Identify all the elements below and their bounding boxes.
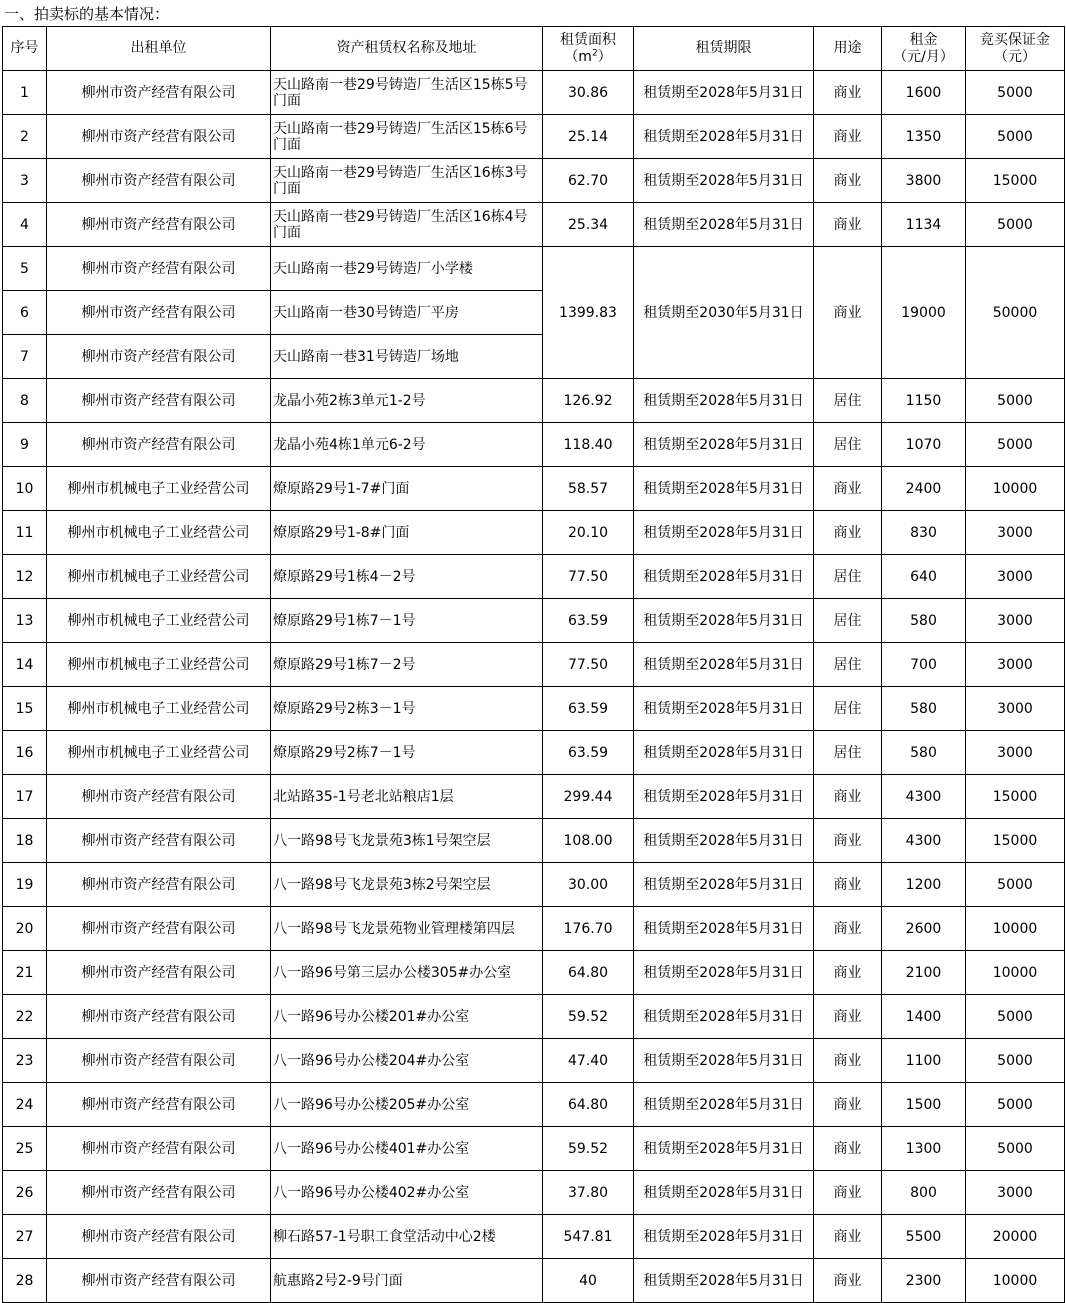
cell-seq: 1: [3, 71, 47, 115]
cell-use: 居住: [814, 423, 882, 467]
cell-area: 299.44: [543, 775, 634, 819]
cell-asset: 天山路南一巷29号铸造厂小学楼: [271, 247, 543, 291]
header-deposit: [966, 27, 1065, 71]
cell-asset: 燎原路29号2栋7－1号: [271, 731, 543, 775]
cell-area: 30.00: [543, 863, 634, 907]
cell-seq: 21: [3, 951, 47, 995]
cell-use: 商业: [814, 1083, 882, 1127]
table-row: [3, 115, 1065, 159]
cell-area: 40: [543, 1259, 634, 1303]
cell-deposit: 5000: [966, 71, 1065, 115]
cell-rent: 580: [882, 599, 966, 643]
cell-area: 108.00: [543, 819, 634, 863]
cell-area: 118.40: [543, 423, 634, 467]
cell-period: 租赁期至2028年5月31日: [634, 775, 814, 819]
table-row: [3, 819, 1065, 863]
cell-asset: 龙晶小苑4栋1单元6-2号: [271, 423, 543, 467]
cell-rent: 3800: [882, 159, 966, 203]
cell-area: 20.10: [543, 511, 634, 555]
header-lessor: 出租单位: [47, 27, 271, 71]
cell-area: 30.86: [543, 71, 634, 115]
header-area-label: 租赁面积: [560, 31, 616, 48]
cell-deposit: 10000: [966, 907, 1065, 951]
cell-rent: 2600: [882, 907, 966, 951]
cell-use: 居住: [814, 643, 882, 687]
cell-deposit: 5000: [966, 863, 1065, 907]
cell-use: 居住: [814, 599, 882, 643]
cell-lessor: 柳州市机械电子工业经营公司: [47, 643, 271, 687]
cell-rent: 1200: [882, 863, 966, 907]
cell-lessor: 柳州市机械电子工业经营公司: [47, 511, 271, 555]
cell-area: 77.50: [543, 555, 634, 599]
cell-rent: 2400: [882, 467, 966, 511]
cell-use: 居住: [814, 687, 882, 731]
cell-rent: 5500: [882, 1215, 966, 1259]
cell-period: 租赁期至2028年5月31日: [634, 555, 814, 599]
cell-area: 63.59: [543, 687, 634, 731]
cell-lessor: 柳州市机械电子工业经营公司: [47, 599, 271, 643]
cell-rent: 1400: [882, 995, 966, 1039]
cell-deposit-merged: 50000: [966, 247, 1065, 379]
cell-rent: 1600: [882, 71, 966, 115]
header-rent-unit: （元/月）: [893, 48, 954, 65]
cell-period: 租赁期至2028年5月31日: [634, 907, 814, 951]
cell-period-merged: 租赁期至2030年5月31日: [634, 247, 814, 379]
cell-area: 63.59: [543, 731, 634, 775]
cell-deposit: 15000: [966, 819, 1065, 863]
cell-seq: 26: [3, 1171, 47, 1215]
cell-period: 租赁期至2028年5月31日: [634, 511, 814, 555]
cell-rent: 2300: [882, 1259, 966, 1303]
cell-deposit: 15000: [966, 775, 1065, 819]
cell-use: 商业: [814, 159, 882, 203]
cell-asset: 八一路98号飞龙景苑3栋1号架空层: [271, 819, 543, 863]
section-heading: 一、拍卖标的基本情况：: [4, 5, 170, 23]
table-row: [3, 1083, 1065, 1127]
cell-rent: 580: [882, 687, 966, 731]
cell-lessor: 柳州市资产经营有限公司: [47, 1083, 271, 1127]
cell-period: 租赁期至2028年5月31日: [634, 687, 814, 731]
cell-lessor: 柳州市机械电子工业经营公司: [47, 467, 271, 511]
cell-area: 64.80: [543, 951, 634, 995]
table-row: [3, 1127, 1065, 1171]
cell-seq: 24: [3, 1083, 47, 1127]
table-row: [3, 511, 1065, 555]
cell-lessor: 柳州市资产经营有限公司: [47, 995, 271, 1039]
cell-rent: 2100: [882, 951, 966, 995]
cell-use: 商业: [814, 819, 882, 863]
cell-deposit: 5000: [966, 423, 1065, 467]
cell-lessor: 柳州市资产经营有限公司: [47, 951, 271, 995]
header-area-unit-sup: 2: [591, 47, 598, 58]
cell-seq: 15: [3, 687, 47, 731]
table-row: [3, 599, 1065, 643]
table-row: [3, 1171, 1065, 1215]
cell-area-merged: 1399.83: [543, 247, 634, 379]
cell-use: 商业: [814, 71, 882, 115]
header-rent: [882, 27, 966, 71]
cell-use: 居住: [814, 555, 882, 599]
cell-deposit: 10000: [966, 1259, 1065, 1303]
cell-rent: 800: [882, 1171, 966, 1215]
header-deposit-unit: （元）: [994, 48, 1036, 65]
cell-rent: 4300: [882, 819, 966, 863]
table-row: [3, 423, 1065, 467]
cell-area: 126.92: [543, 379, 634, 423]
cell-use: 商业: [814, 863, 882, 907]
cell-lessor: 柳州市资产经营有限公司: [47, 1171, 271, 1215]
cell-deposit: 15000: [966, 159, 1065, 203]
cell-period: 租赁期至2028年5月31日: [634, 731, 814, 775]
cell-asset: 八一路96号办公楼205#办公室: [271, 1083, 543, 1127]
cell-lessor: 柳州市资产经营有限公司: [47, 159, 271, 203]
cell-deposit: 3000: [966, 1171, 1065, 1215]
cell-asset: 天山路南一巷30号铸造厂平房: [271, 291, 543, 335]
cell-lessor: 柳州市机械电子工业经营公司: [47, 555, 271, 599]
cell-asset: 八一路96号办公楼201#办公室: [271, 995, 543, 1039]
header-area-unit-pre: （m: [564, 48, 592, 65]
cell-period: 租赁期至2028年5月31日: [634, 1259, 814, 1303]
cell-use: 商业: [814, 1215, 882, 1259]
cell-area: 59.52: [543, 995, 634, 1039]
table-row: [3, 731, 1065, 775]
table-row: [3, 467, 1065, 511]
cell-deposit: 3000: [966, 555, 1065, 599]
cell-asset: 天山路南一巷29号铸造厂生活区15栋5号门面: [271, 71, 543, 115]
cell-seq: 9: [3, 423, 47, 467]
cell-asset: 燎原路29号1-7#门面: [271, 467, 543, 511]
cell-deposit: 3000: [966, 511, 1065, 555]
cell-lessor: 柳州市资产经营有限公司: [47, 379, 271, 423]
table-row: [3, 203, 1065, 247]
cell-period: 租赁期至2028年5月31日: [634, 1083, 814, 1127]
cell-rent: 1300: [882, 1127, 966, 1171]
cell-period: 租赁期至2028年5月31日: [634, 115, 814, 159]
cell-use: 商业: [814, 995, 882, 1039]
cell-seq: 22: [3, 995, 47, 1039]
cell-lessor: 柳州市资产经营有限公司: [47, 71, 271, 115]
table-row: [3, 1259, 1065, 1303]
cell-period: 租赁期至2028年5月31日: [634, 1171, 814, 1215]
table-header-row: [3, 27, 1065, 71]
cell-area: 547.81: [543, 1215, 634, 1259]
cell-seq: 20: [3, 907, 47, 951]
cell-rent: 1500: [882, 1083, 966, 1127]
cell-asset: 八一路96号第三层办公楼305#办公室: [271, 951, 543, 995]
auction-items-table: [2, 26, 1065, 1303]
cell-area: 77.50: [543, 643, 634, 687]
cell-deposit: 5000: [966, 1039, 1065, 1083]
cell-lessor: 柳州市资产经营有限公司: [47, 819, 271, 863]
cell-seq: 2: [3, 115, 47, 159]
cell-asset: 龙晶小苑2栋3单元1-2号: [271, 379, 543, 423]
cell-seq: 25: [3, 1127, 47, 1171]
cell-deposit: 5000: [966, 115, 1065, 159]
table-row: [3, 1039, 1065, 1083]
cell-lessor: 柳州市机械电子工业经营公司: [47, 731, 271, 775]
cell-lessor: 柳州市资产经营有限公司: [47, 1039, 271, 1083]
cell-lessor: 柳州市资产经营有限公司: [47, 1259, 271, 1303]
cell-lessor: 柳州市资产经营有限公司: [47, 115, 271, 159]
table-row: [3, 71, 1065, 115]
cell-use: 商业: [814, 775, 882, 819]
cell-period: 租赁期至2028年5月31日: [634, 203, 814, 247]
table-row: [3, 379, 1065, 423]
cell-period: 租赁期至2028年5月31日: [634, 599, 814, 643]
cell-area: 58.57: [543, 467, 634, 511]
table-row: [3, 159, 1065, 203]
cell-deposit: 5000: [966, 995, 1065, 1039]
cell-area: 64.80: [543, 1083, 634, 1127]
cell-asset: 天山路南一巷31号铸造厂场地: [271, 335, 543, 379]
cell-deposit: 3000: [966, 687, 1065, 731]
cell-seq: 10: [3, 467, 47, 511]
cell-asset: 燎原路29号2栋3－1号: [271, 687, 543, 731]
cell-period: 租赁期至2028年5月31日: [634, 819, 814, 863]
cell-use: 商业: [814, 511, 882, 555]
cell-period: 租赁期至2028年5月31日: [634, 643, 814, 687]
cell-period: 租赁期至2028年5月31日: [634, 467, 814, 511]
cell-deposit: 20000: [966, 1215, 1065, 1259]
cell-seq: 18: [3, 819, 47, 863]
cell-rent: 700: [882, 643, 966, 687]
cell-seq: 11: [3, 511, 47, 555]
table-row: [3, 995, 1065, 1039]
cell-period: 租赁期至2028年5月31日: [634, 159, 814, 203]
cell-asset: 天山路南一巷29号铸造厂生活区15栋6号门面: [271, 115, 543, 159]
header-asset: 资产租赁权名称及地址: [271, 27, 543, 71]
cell-seq: 7: [3, 335, 47, 379]
cell-use: 商业: [814, 1127, 882, 1171]
header-area-unit: [543, 49, 633, 66]
table-row: [3, 643, 1065, 687]
cell-use: 商业: [814, 115, 882, 159]
cell-asset: 航惠路2号2-9号门面: [271, 1259, 543, 1303]
cell-asset: 八一路98号飞龙景苑3栋2号架空层: [271, 863, 543, 907]
cell-area: 59.52: [543, 1127, 634, 1171]
cell-asset: 八一路96号办公楼401#办公室: [271, 1127, 543, 1171]
header-seq: 序号: [3, 27, 47, 71]
header-area-unit-post: ）: [597, 48, 612, 65]
cell-asset: 北站路35-1号老北站粮店1层: [271, 775, 543, 819]
cell-rent: 640: [882, 555, 966, 599]
cell-seq: 27: [3, 1215, 47, 1259]
cell-lessor: 柳州市机械电子工业经营公司: [47, 687, 271, 731]
cell-deposit: 3000: [966, 731, 1065, 775]
table-row: [3, 247, 1065, 291]
cell-seq: 28: [3, 1259, 47, 1303]
cell-asset: 八一路96号办公楼402#办公室: [271, 1171, 543, 1215]
cell-deposit: 5000: [966, 203, 1065, 247]
cell-use-merged: 商业: [814, 247, 882, 379]
cell-rent: 830: [882, 511, 966, 555]
cell-deposit: 5000: [966, 379, 1065, 423]
table-row: [3, 687, 1065, 731]
header-use: 用途: [814, 27, 882, 71]
cell-area: 25.14: [543, 115, 634, 159]
cell-deposit: 5000: [966, 1127, 1065, 1171]
cell-lessor: 柳州市资产经营有限公司: [47, 291, 271, 335]
header-area: [543, 27, 634, 71]
cell-area: 25.34: [543, 203, 634, 247]
cell-lessor: 柳州市资产经营有限公司: [47, 423, 271, 467]
cell-use: 商业: [814, 203, 882, 247]
cell-rent: 1150: [882, 379, 966, 423]
cell-deposit: 3000: [966, 643, 1065, 687]
header-deposit-label: 竞买保证金: [980, 31, 1050, 48]
cell-seq: 13: [3, 599, 47, 643]
cell-rent: 1100: [882, 1039, 966, 1083]
cell-period: 租赁期至2028年5月31日: [634, 71, 814, 115]
cell-lessor: 柳州市资产经营有限公司: [47, 203, 271, 247]
header-rent-label: 租金: [909, 31, 938, 48]
cell-seq: 4: [3, 203, 47, 247]
cell-asset: 燎原路29号1-8#门面: [271, 511, 543, 555]
cell-seq: 12: [3, 555, 47, 599]
cell-rent: 580: [882, 731, 966, 775]
cell-asset: 燎原路29号1栋7－1号: [271, 599, 543, 643]
table-row: [3, 951, 1065, 995]
cell-rent: 1134: [882, 203, 966, 247]
cell-asset: 燎原路29号1栋4－2号: [271, 555, 543, 599]
cell-use: 商业: [814, 951, 882, 995]
cell-period: 租赁期至2028年5月31日: [634, 1215, 814, 1259]
cell-seq: 17: [3, 775, 47, 819]
cell-rent: 1350: [882, 115, 966, 159]
cell-deposit: 5000: [966, 1083, 1065, 1127]
cell-period: 租赁期至2028年5月31日: [634, 995, 814, 1039]
cell-rent: 4300: [882, 775, 966, 819]
cell-asset: 天山路南一巷29号铸造厂生活区16栋3号门面: [271, 159, 543, 203]
cell-period: 租赁期至2028年5月31日: [634, 863, 814, 907]
cell-seq: 19: [3, 863, 47, 907]
cell-lessor: 柳州市资产经营有限公司: [47, 1127, 271, 1171]
cell-asset: 八一路98号飞龙景苑物业管理楼第四层: [271, 907, 543, 951]
cell-period: 租赁期至2028年5月31日: [634, 379, 814, 423]
cell-asset: 柳石路57-1号职工食堂活动中心2楼: [271, 1215, 543, 1259]
cell-use: 商业: [814, 1259, 882, 1303]
cell-seq: 6: [3, 291, 47, 335]
cell-use: 居住: [814, 731, 882, 775]
table-row: [3, 775, 1065, 819]
cell-use: 商业: [814, 1171, 882, 1215]
cell-seq: 16: [3, 731, 47, 775]
cell-area: 62.70: [543, 159, 634, 203]
cell-lessor: 柳州市资产经营有限公司: [47, 335, 271, 379]
cell-area: 176.70: [543, 907, 634, 951]
cell-rent: 1070: [882, 423, 966, 467]
cell-lessor: 柳州市资产经营有限公司: [47, 863, 271, 907]
cell-seq: 8: [3, 379, 47, 423]
cell-lessor: 柳州市资产经营有限公司: [47, 1215, 271, 1259]
table-row: [3, 863, 1065, 907]
cell-period: 租赁期至2028年5月31日: [634, 1039, 814, 1083]
cell-use: 商业: [814, 1039, 882, 1083]
cell-seq: 23: [3, 1039, 47, 1083]
header-period: 租赁期限: [634, 27, 814, 71]
table-row: [3, 907, 1065, 951]
cell-period: 租赁期至2028年5月31日: [634, 951, 814, 995]
cell-area: 63.59: [543, 599, 634, 643]
cell-lessor: 柳州市资产经营有限公司: [47, 775, 271, 819]
cell-rent-merged: 19000: [882, 247, 966, 379]
cell-seq: 14: [3, 643, 47, 687]
cell-use: 居住: [814, 379, 882, 423]
cell-area: 37.80: [543, 1171, 634, 1215]
cell-area: 47.40: [543, 1039, 634, 1083]
cell-lessor: 柳州市资产经营有限公司: [47, 907, 271, 951]
cell-seq: 3: [3, 159, 47, 203]
table-row: [3, 1215, 1065, 1259]
cell-asset: 天山路南一巷29号铸造厂生活区16栋4号门面: [271, 203, 543, 247]
cell-period: 租赁期至2028年5月31日: [634, 423, 814, 467]
cell-use: 商业: [814, 907, 882, 951]
cell-seq: 5: [3, 247, 47, 291]
cell-deposit: 10000: [966, 467, 1065, 511]
cell-asset: 八一路96号办公楼204#办公室: [271, 1039, 543, 1083]
cell-deposit: 3000: [966, 599, 1065, 643]
cell-asset: 燎原路29号1栋7－2号: [271, 643, 543, 687]
cell-use: 商业: [814, 467, 882, 511]
cell-lessor: 柳州市资产经营有限公司: [47, 247, 271, 291]
cell-period: 租赁期至2028年5月31日: [634, 1127, 814, 1171]
table-row: [3, 555, 1065, 599]
cell-deposit: 10000: [966, 951, 1065, 995]
